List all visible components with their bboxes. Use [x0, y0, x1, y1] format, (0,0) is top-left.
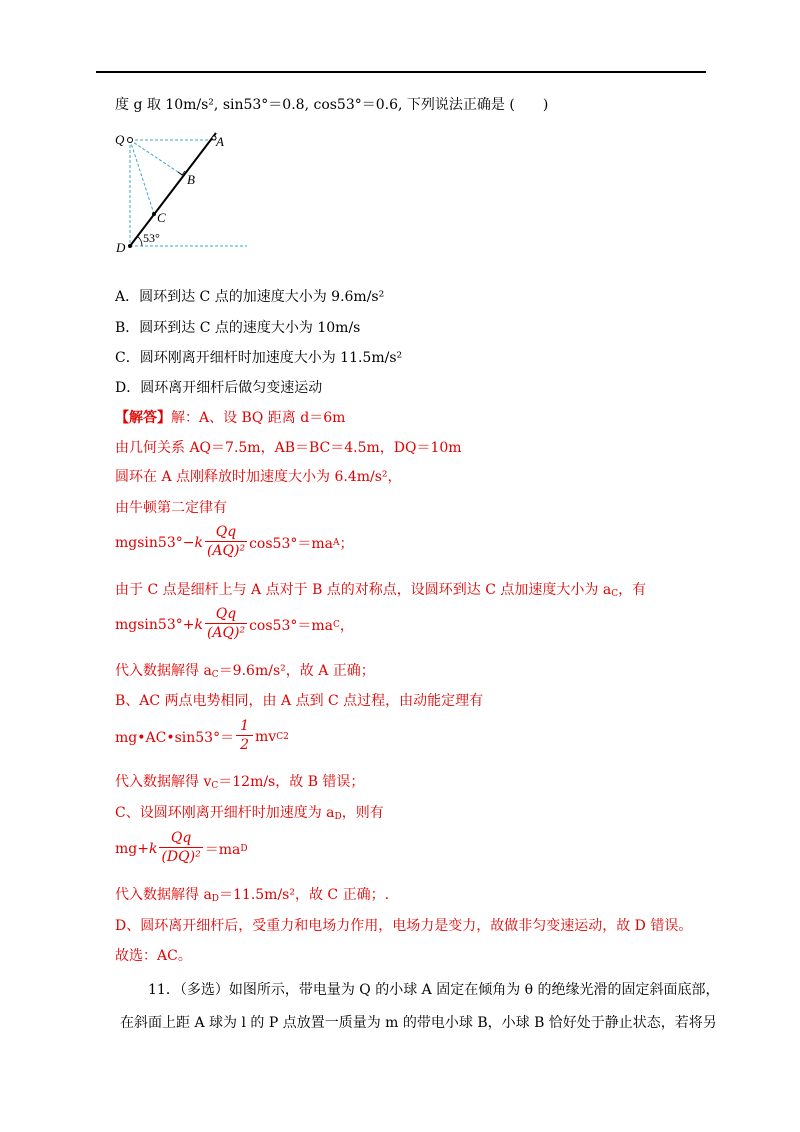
option-a: A．圆环到达 C 点的加速度大小为 9.6m/s²: [115, 289, 385, 305]
header-rule: [96, 71, 706, 73]
question-stem: 度 g 取 10m/s², sin53°＝0.8, cos53°＝0.6, 下列说法正确是 ( ): [115, 97, 549, 113]
formula-1: mgsin53°− k $\frac{Qq}{\text{(AQ)²}}$ cos53°＝ma A ；: [115, 524, 354, 559]
option-c: C．圆环刚离开细杆时加速度大小为 11.5m/s²: [115, 350, 403, 366]
label-c: C: [157, 210, 166, 225]
geometry-diagram: [112, 128, 262, 258]
formula-2: mgsin53°+ k $\frac{Qq}{\text{(AQ)²}}$ cos53°＝ma C ，: [115, 606, 354, 641]
answer-line-10: 代入数据解得 $a_D=11.5m/s^2$，故 C 正确；.: [115, 887, 390, 904]
answer-tag: 【解答】: [115, 410, 171, 426]
answer-line-1: 【解答】解：A、设 BQ 距离 d＝6m: [115, 410, 346, 426]
answer-line-7: B、AC 两点电势相同，由 A 点到 C 点过程，由动能定理有: [115, 693, 484, 709]
formula-3: mg•AC•sin53°＝ $\frac{1}{2}$ mv C 2: [115, 718, 289, 753]
question-11-line-1: 11．（多选）如图所示，带电量为 Q 的小球 A 固定在倾角为 θ 的绝缘光滑的固定斜面底部，: [148, 982, 720, 998]
answer-line-3: 圆环在 A 点刚释放时加速度大小为 6.4m/s²，: [115, 469, 402, 485]
answer-line-4: 由牛顿第二定律有: [115, 500, 227, 516]
label-d: D: [116, 240, 126, 255]
option-b: B．圆环到达 C 点的速度大小为 10m/s: [115, 320, 361, 336]
formula-4: mg+ k $\frac{Qq}{\text{(DQ)²}}$ ＝ma D: [115, 830, 248, 865]
angle-label: 53°: [143, 231, 160, 245]
answer-line-2: 由几何关系 AQ＝7.5m，AB＝BC＝4.5m，DQ＝10m: [115, 440, 462, 456]
answer-line-11: D、圆环离开细杆后，受重力和电场力作用，电场力是变力，故做非匀变速运动，故 D 错误。: [115, 918, 693, 934]
question-11-line-2: 在斜面上距 A 球为 l 的 P 点放置一质量为 m 的带电小球 B，小球 B 恰好处于静止状态，若将另: [120, 1015, 717, 1031]
label-a: A: [216, 134, 224, 149]
answer-line-9: C、设圆环刚离开细杆时加速度为 $a_D$，则有: [115, 805, 384, 822]
option-d: D．圆环离开细杆后做匀变速运动: [115, 380, 323, 396]
label-q: Q: [115, 132, 125, 147]
answer-line-8: 代入数据解得 $v_C=12m/s$，故 B 错误；: [115, 774, 365, 791]
answer-line-12: 故选：AC。: [115, 948, 192, 964]
answer-line-5: 由于 C 点是细杆上与 A 点对于 B 点的对称点，设圆环到达 C 点加速度大小为 $a_C$，有: [115, 582, 647, 599]
answer-line-6: 代入数据解得 $a_C=9.6m/s^2$，故 A 正确；: [115, 663, 375, 680]
label-b: B: [187, 172, 195, 187]
